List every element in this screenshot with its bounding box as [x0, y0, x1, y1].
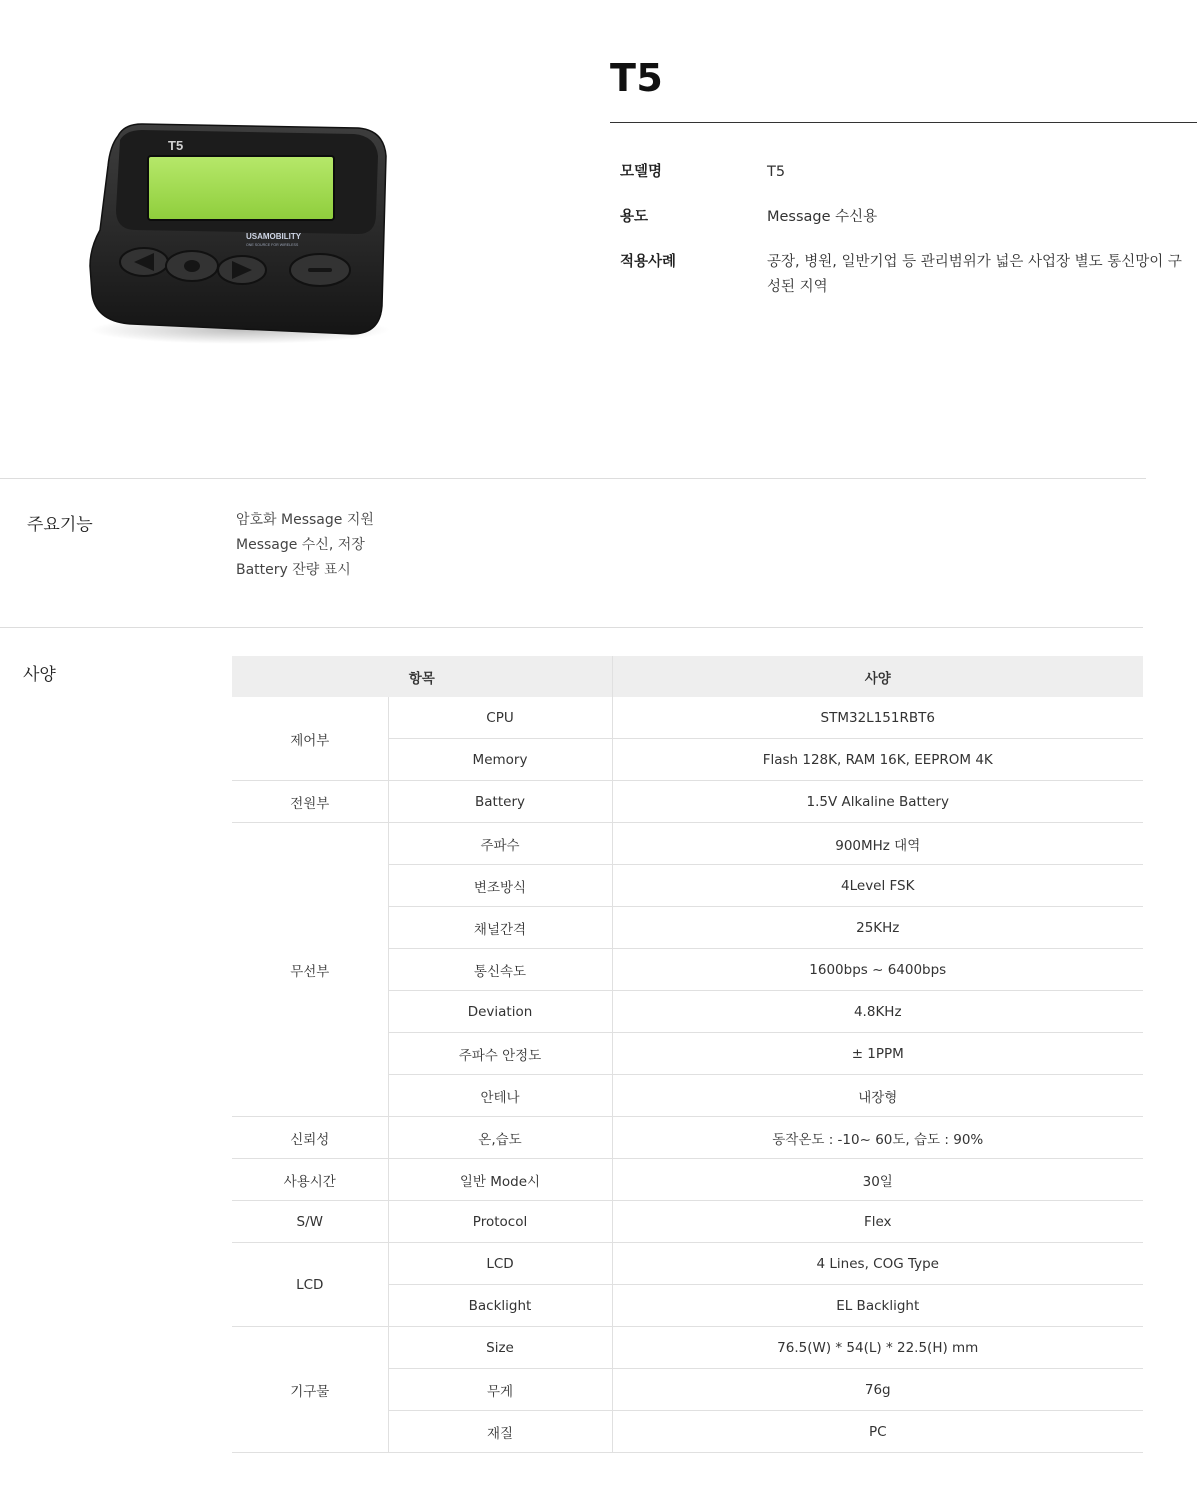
- value-cell: PC: [612, 1411, 1143, 1453]
- spec-header-row: [232, 656, 1143, 697]
- item-cell: 채널간격: [388, 907, 612, 949]
- info-label: 모델명: [620, 164, 663, 180]
- item-cell: 통신속도: [388, 949, 612, 991]
- item-cell: 주파수: [388, 823, 612, 865]
- value-cell: EL Backlight: [612, 1285, 1143, 1327]
- spec-table: [232, 656, 1143, 1453]
- category-cell: S/W: [232, 1201, 388, 1243]
- brand-logo: USAMOBILITY: [246, 232, 302, 241]
- category-cell: 전원부: [232, 781, 388, 823]
- value-cell: 76.5(W) * 54(L) * 22.5(H) mm: [612, 1327, 1143, 1369]
- value-cell: ± 1PPM: [612, 1033, 1143, 1075]
- item-cell: Size: [388, 1327, 612, 1369]
- value-cell: Flex: [612, 1201, 1143, 1243]
- section-divider: [0, 627, 1143, 628]
- item-cell: CPU: [388, 697, 612, 739]
- info-value: Message 수신용: [767, 209, 878, 225]
- feature-item: Battery 잔량 표시: [236, 562, 351, 578]
- item-cell: 무게: [388, 1369, 612, 1411]
- feature-item: 암호화 Message 지원: [236, 512, 374, 528]
- info-label: 용도: [620, 209, 649, 225]
- value-cell: 25KHz: [612, 907, 1143, 949]
- item-cell: 재질: [388, 1411, 612, 1453]
- value-cell: 1600bps ~ 6400bps: [612, 949, 1143, 991]
- item-cell: 일반 Mode시: [388, 1159, 612, 1201]
- value-cell: 30일: [612, 1159, 1143, 1201]
- feature-item: Message 수신, 저장: [236, 537, 365, 553]
- features-list: [236, 508, 374, 583]
- category-cell: 기구물: [232, 1327, 388, 1453]
- table-row: [232, 1117, 1143, 1159]
- title-divider: [610, 122, 1197, 123]
- table-row: [232, 781, 1143, 823]
- item-cell: 주파수 안정도: [388, 1033, 612, 1075]
- table-row: [232, 697, 1143, 739]
- item-cell: Deviation: [388, 991, 612, 1033]
- item-cell: Memory: [388, 739, 612, 781]
- item-cell: Protocol: [388, 1201, 612, 1243]
- value-cell: STM32L151RBT6: [612, 697, 1143, 739]
- info-value: T5: [767, 164, 786, 180]
- table-row: [232, 823, 1143, 865]
- features-title: 주요기능: [27, 515, 93, 535]
- value-cell: Flash 128K, RAM 16K, EEPROM 4K: [612, 739, 1143, 781]
- value-cell: 900MHz 대역: [612, 823, 1143, 865]
- info-label: 적용사례: [620, 254, 677, 270]
- category-cell: 제어부: [232, 697, 388, 781]
- value-cell: 4.8KHz: [612, 991, 1143, 1033]
- value-cell: 4 Lines, COG Type: [612, 1243, 1143, 1285]
- brand-tagline: ONE SOURCE FOR WIRELESS: [246, 243, 299, 247]
- product-image: [80, 110, 400, 350]
- category-cell: LCD: [232, 1243, 388, 1327]
- item-cell: 안테나: [388, 1075, 612, 1117]
- header-item: 항목: [232, 656, 612, 697]
- section-divider: [0, 478, 1146, 479]
- table-row: [232, 1327, 1143, 1369]
- item-cell: 변조방식: [388, 865, 612, 907]
- table-row: [232, 1243, 1143, 1285]
- category-cell: 사용시간: [232, 1159, 388, 1201]
- category-cell: 신뢰성: [232, 1117, 388, 1159]
- table-row: [232, 1201, 1143, 1243]
- item-cell: Backlight: [388, 1285, 612, 1327]
- value-cell: 내장형: [612, 1075, 1143, 1117]
- device-label: T5: [168, 138, 184, 153]
- value-cell: 76g: [612, 1369, 1143, 1411]
- item-cell: Battery: [388, 781, 612, 823]
- value-cell: 4Level FSK: [612, 865, 1143, 907]
- value-cell: 1.5V Alkaline Battery: [612, 781, 1143, 823]
- spec-title: 사양: [23, 665, 56, 685]
- header-spec: 사양: [612, 656, 1143, 697]
- value-cell: 동작온도 : -10~ 60도, 습도 : 90%: [612, 1117, 1143, 1159]
- item-cell: LCD: [388, 1243, 612, 1285]
- product-title: T5: [610, 56, 664, 100]
- item-cell: 온,습도: [388, 1117, 612, 1159]
- info-value: 공장, 병원, 일반기업 등 관리범위가 넓은 사업장 별도 통신망이 구성된 지역: [767, 254, 1182, 295]
- table-row: [232, 1159, 1143, 1201]
- category-cell: 무선부: [232, 823, 388, 1117]
